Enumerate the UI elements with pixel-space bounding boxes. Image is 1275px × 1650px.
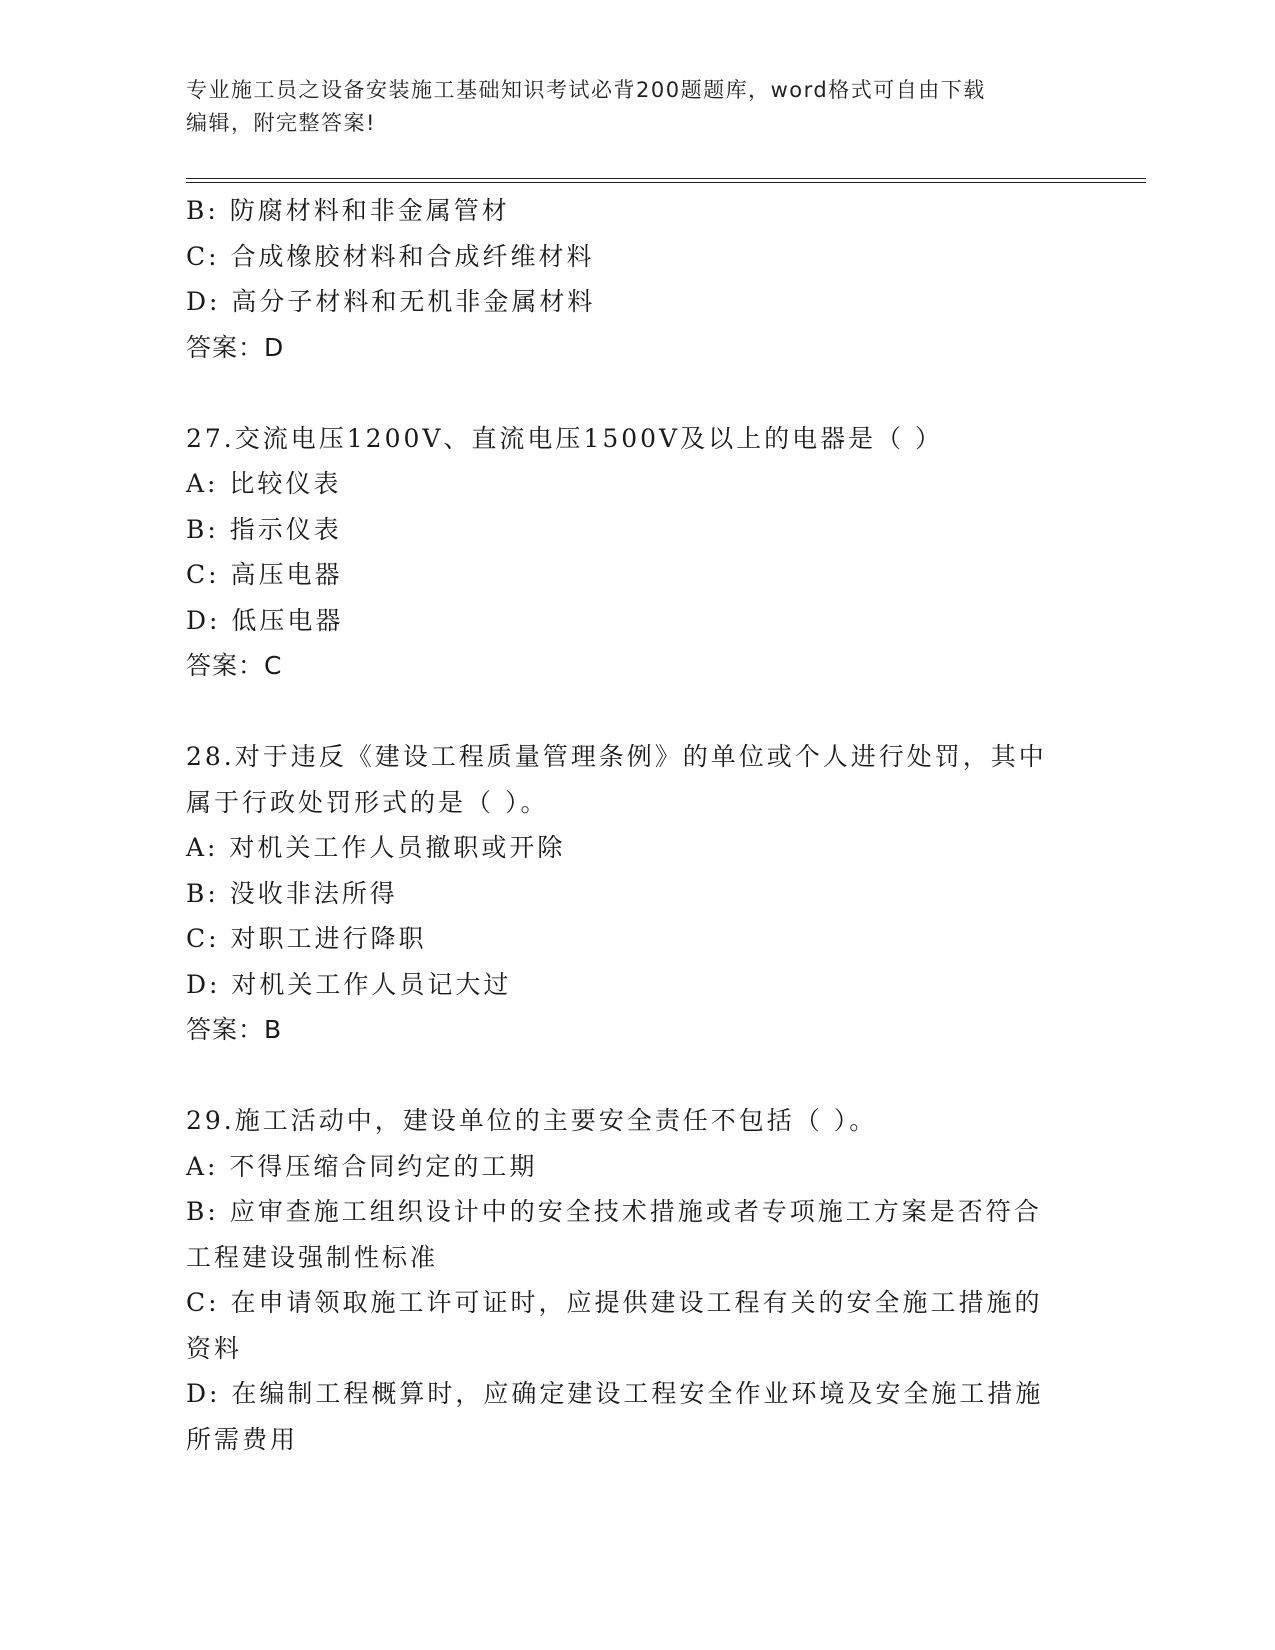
option-a: A: 比较仪表 — [186, 469, 342, 498]
option-c-line-1: C: 在申请领取施工许可证时，应提供建设工程有关的安全施工措施的 — [186, 1288, 1043, 1317]
option-b-line-2: 工程建设强制性标准 — [186, 1242, 439, 1272]
answer-label: 答案：B — [186, 1015, 283, 1044]
option-a: A: 不得压缩合同约定的工期 — [186, 1151, 538, 1181]
header-line-2: 编辑，附完整答案! — [186, 111, 376, 135]
option-d-line-2: 所需费用 — [186, 1424, 299, 1454]
answer-label: 答案：C — [186, 651, 283, 680]
question-content — [186, 188, 1066, 1462]
option-d: D: 低压电器 — [186, 605, 344, 635]
option-c-line-2: 资料 — [186, 1333, 243, 1363]
answer-label: 答案：D — [186, 332, 285, 362]
question-stem: 27.交流电压1200V、直流电压1500V及以上的电器是（ ） — [186, 423, 944, 453]
option-d: D: 对机关工作人员记大过 — [186, 969, 512, 999]
option-d-line-1: D: 在编制工程概算时，应确定建设工程安全作业环境及安全施工措施 — [186, 1379, 1044, 1408]
question-28 — [186, 734, 1066, 1053]
question-stem: 29.施工活动中，建设单位的主要安全责任不包括（ ）。 — [186, 1106, 878, 1135]
question-27 — [186, 416, 1066, 689]
option-b: B: 没收非法所得 — [186, 878, 398, 908]
question-29 — [186, 1098, 1066, 1462]
question-stem-line-1: 28.对于违反《建设工程质量管理条例》的单位或个人进行处罚，其中 — [186, 742, 1047, 771]
spacer — [186, 689, 1066, 735]
spacer — [186, 370, 1066, 416]
option-b: B: 指示仪表 — [186, 514, 342, 544]
spacer — [186, 1053, 1066, 1099]
option-b: B: 防腐材料和非金属管材 — [186, 196, 510, 225]
option-a: A: 对机关工作人员撤职或开除 — [186, 833, 566, 862]
header-double-rule — [186, 178, 1146, 183]
option-b-line-1: B: 应审查施工组织设计中的安全技术措施或者专项施工方案是否符合 — [186, 1197, 1042, 1226]
option-c: C: 对职工进行降职 — [186, 924, 427, 953]
option-c: C: 合成橡胶材料和合成纤维材料 — [186, 241, 595, 271]
option-d: D: 高分子材料和无机非金属材料 — [186, 287, 596, 316]
question-26-partial — [186, 188, 1066, 370]
header-line-1: 专业施工员之设备安装施工基础知识考试必背200题题库，word格式可自由下载 — [186, 78, 986, 102]
page-header — [186, 74, 1066, 140]
option-c: C: 高压电器 — [186, 560, 343, 589]
question-stem-line-2: 属于行政处罚形式的是（ ）。 — [186, 787, 549, 817]
